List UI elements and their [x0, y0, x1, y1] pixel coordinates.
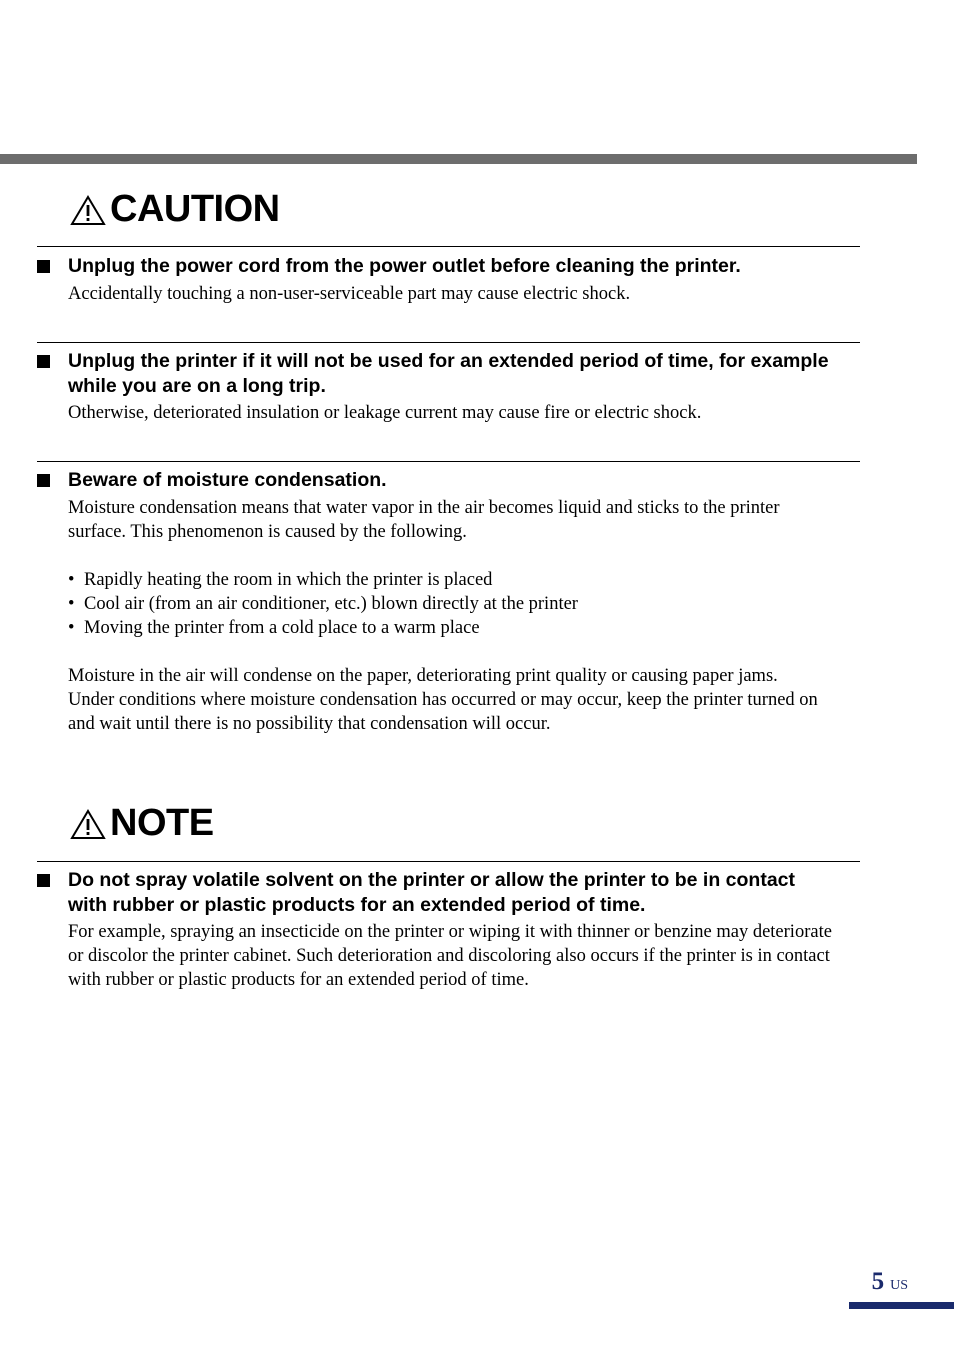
caution-item [37, 468, 837, 736]
item-body: Accidentally touching a non-user-serviceable part may cause electric shock. [68, 283, 631, 304]
item-heading: Beware of moisture condensation. [68, 469, 387, 491]
divider [37, 342, 860, 343]
note-item [37, 868, 837, 992]
warning-icon [70, 808, 106, 840]
item-body: Moisture condensation means that water vapor in the air becomes liquid and sticks to the printer surface. This phenomenon is caused by the following. [68, 497, 780, 542]
divider [37, 461, 860, 462]
top-divider-bar [0, 154, 917, 164]
item-heading: Unplug the printer if it will not be used for an extended period of time, for example while you are on a long trip. [68, 350, 829, 397]
divider [37, 246, 860, 247]
square-bullet-icon [37, 474, 50, 487]
paragraph: Moisture in the air will condense on the paper, deteriorating print quality or causing paper jams. [68, 665, 778, 686]
paragraph: Under conditions where moisture condensation has occurred or may occur, keep the printer turned on and wait until there is no possibility that condensation will occur. [68, 689, 818, 734]
square-bullet-icon [37, 355, 50, 368]
caution-title: CAUTION [110, 188, 280, 230]
page-number-value: 5 [871, 1268, 885, 1295]
square-bullet-icon [37, 874, 50, 887]
caution-item [37, 349, 837, 425]
caution-heading [70, 188, 280, 231]
footer-accent-bar [849, 1302, 954, 1309]
note-title: NOTE [110, 802, 214, 844]
region-code: US [890, 1278, 908, 1293]
condensation-causes-list [68, 568, 837, 640]
caution-item [37, 254, 837, 306]
item-body: For example, spraying an insecticide on the printer or wiping it with thinner or benzine may deteriorate or discolor the printer cabinet. Such deterioration and discoloring also occurs if the printer is in contact with rubber or plastic products for an extended period of time. [68, 922, 832, 990]
note-heading [70, 802, 214, 845]
warning-icon [70, 194, 106, 226]
list-item: • Cool air (from an air conditioner, etc.) blown directly at the printer [68, 593, 578, 614]
divider [37, 861, 860, 862]
item-body: Otherwise, deteriorated insulation or leakage current may cause fire or electric shock. [68, 403, 702, 423]
square-bullet-icon [37, 260, 50, 273]
item-heading: Unplug the power cord from the power outlet before cleaning the printer. [68, 255, 741, 277]
list-item: • Rapidly heating the room in which the printer is placed [68, 569, 493, 590]
page-number [872, 1268, 908, 1296]
item-heading: Do not spray volatile solvent on the printer or allow the printer to be in contact with rubber or plastic products for an extended period of time. [68, 869, 796, 916]
list-item: • Moving the printer from a cold place to a warm place [68, 617, 480, 638]
